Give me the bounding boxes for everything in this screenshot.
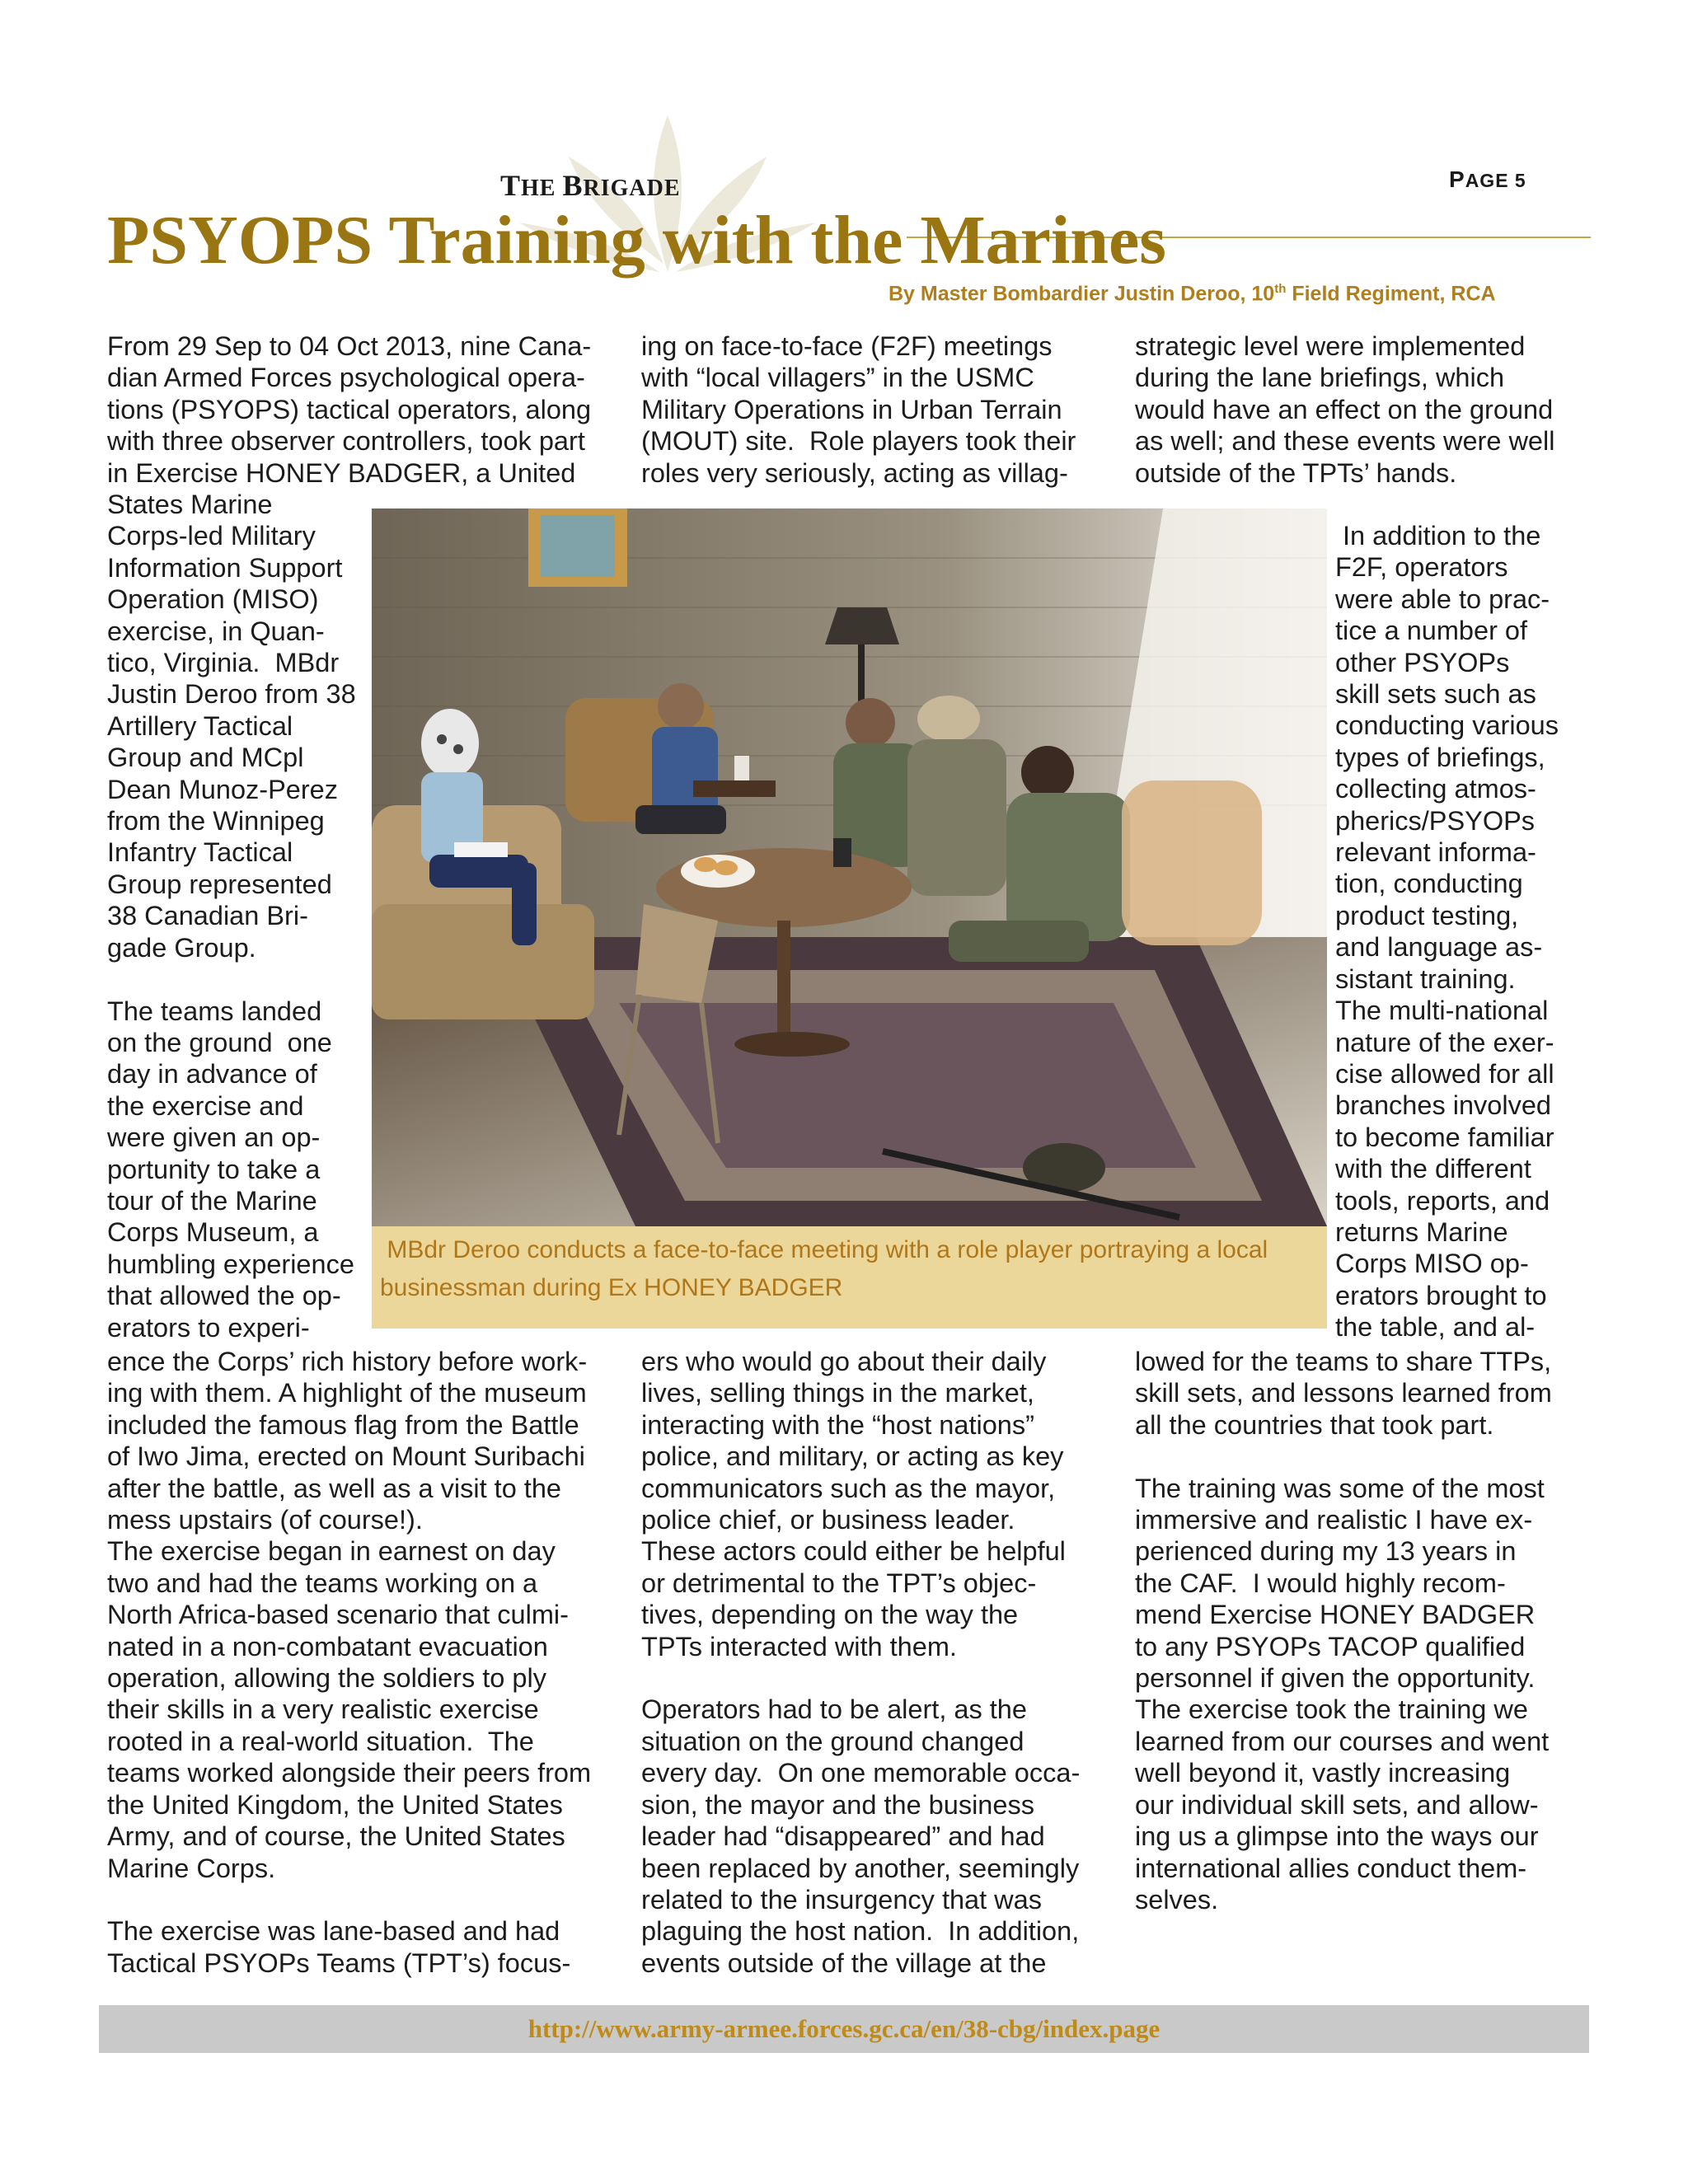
- text-line: other PSYOPs: [1335, 647, 1510, 677]
- text-line: exercise, in Quan-: [107, 616, 325, 646]
- text-line: ers who would go about their daily: [641, 1347, 1047, 1376]
- column-1-top: [107, 330, 591, 489]
- text-line: sion, the mayor and the business: [641, 1789, 1034, 1820]
- text-line: on the ground one: [107, 1027, 332, 1057]
- text-line: leader had “disappeared” and had: [641, 1821, 1045, 1852]
- text-line: Operators had to be alert, as the: [641, 1694, 1027, 1725]
- text-line: with three observer controllers, took part: [107, 426, 585, 457]
- byline-sup: th: [1274, 282, 1287, 296]
- column-1-bottom: [107, 1346, 591, 1979]
- text-line: The multi-national: [1335, 996, 1549, 1026]
- photo-caption: [380, 1231, 1268, 1307]
- text-line: immersive and realistic I have ex-: [1135, 1505, 1533, 1535]
- text-line: lowed for the teams to share TTPs,: [1135, 1347, 1552, 1376]
- text-line: skill sets such as: [1335, 679, 1536, 710]
- text-line: Tactical PSYOPs Teams (TPT’s) focus-: [107, 1947, 571, 1978]
- text-line: Group represented: [107, 869, 332, 899]
- text-line: The exercise began in earnest on day: [107, 1536, 556, 1567]
- text-line: cise allowed for all: [1335, 1058, 1554, 1089]
- text-line: Group and MCpl: [107, 743, 304, 773]
- article-photo: [372, 509, 1327, 1226]
- text-line: The exercise was lane-based and had: [107, 1916, 560, 1947]
- text-line: The teams landed: [107, 996, 322, 1026]
- text-line: The exercise took the training we: [1135, 1694, 1528, 1725]
- text-line: were able to prac-: [1335, 583, 1550, 614]
- text-line: situation on the ground changed: [641, 1726, 1025, 1756]
- text-line: in Exercise HONEY BADGER, a United: [107, 457, 576, 488]
- text-line: as well; and these events were well: [1135, 426, 1555, 457]
- text-line: collecting atmos-: [1335, 774, 1536, 804]
- text-line: skill sets, and lessons learned from: [1135, 1378, 1552, 1408]
- publication-text: RIGADE: [583, 176, 681, 201]
- text-line: teams worked alongside their peers from: [107, 1758, 592, 1788]
- text-line: Artillery Tactical: [107, 710, 293, 741]
- text-line: interacting with the “host nations”: [641, 1409, 1034, 1440]
- text-line: gade Group.: [107, 932, 256, 963]
- text-line: their skills in a very realistic exercise: [107, 1694, 539, 1725]
- text-line: related to the insurgency that was: [641, 1884, 1042, 1915]
- text-line: Corps-led Military: [107, 521, 316, 551]
- text-line: to any PSYOPs TACOP qualified: [1135, 1631, 1526, 1661]
- byline-text: By Master Bombardier Justin Deroo, 10: [889, 282, 1275, 306]
- text-line: Dean Munoz-Perez: [107, 774, 338, 804]
- text-line: Justin Deroo from 38: [107, 679, 356, 710]
- text-line: Information Support: [107, 552, 343, 583]
- text-line: nature of the exer-: [1335, 1027, 1554, 1057]
- text-line: [107, 963, 356, 995]
- text-line: Corps MISO op-: [1335, 1249, 1529, 1279]
- text-line: tour of the Marine: [107, 1185, 317, 1216]
- text-line: the CAF. I would highly recom-: [1135, 1568, 1506, 1598]
- text-line: tico, Virginia. MBdr: [107, 648, 340, 678]
- byline-text: Field Regiment, RCA: [1286, 282, 1496, 306]
- text-line: businessman during Ex HONEY BADGER: [380, 1274, 843, 1301]
- text-line: to become familiar: [1335, 1122, 1554, 1152]
- text-line: The training was some of the most: [1135, 1473, 1545, 1503]
- text-line: branches involved: [1335, 1090, 1551, 1121]
- text-line: communicators such as the mayor,: [641, 1473, 1056, 1503]
- text-line: MBdr Deroo conducts a face-to-face meeting with a role player portraying a local: [380, 1236, 1268, 1263]
- byline: [889, 282, 1496, 306]
- text-line: from the Winnipeg: [107, 806, 325, 837]
- text-line: portunity to take a: [107, 1154, 321, 1184]
- text-line: the exercise and: [107, 1090, 304, 1121]
- text-line: police chief, or business leader.: [641, 1505, 1015, 1535]
- text-line: (MOUT) site. Role players took their: [641, 426, 1076, 457]
- text-line: returns Marine: [1335, 1216, 1508, 1247]
- text-line: Corps Museum, a: [107, 1217, 319, 1248]
- text-line: tion, conducting: [1335, 869, 1523, 899]
- text-line: [1135, 1441, 1552, 1472]
- text-line: F2F, operators: [1335, 552, 1508, 583]
- text-line: ing with them. A highlight of the museum: [107, 1378, 587, 1408]
- text-line: ing on face-to-face (F2F) meetings: [641, 331, 1053, 361]
- text-line: These actors could either be helpful: [641, 1536, 1066, 1567]
- text-line: humbling experience: [107, 1249, 354, 1279]
- text-line: after the battle, as well as a visit to the: [107, 1473, 561, 1503]
- text-line: two and had the teams working on a: [107, 1568, 538, 1598]
- column-3-wrap: [1335, 520, 1559, 1343]
- text-line: TPTs interacted with them.: [641, 1631, 957, 1661]
- text-line: 38 Canadian Bri-: [107, 901, 308, 931]
- text-line: rooted in a real-world situation. The: [107, 1726, 534, 1756]
- page-number: [1449, 166, 1526, 193]
- text-line: police, and military, or acting as key: [641, 1441, 1064, 1472]
- text-line: Infantry Tactical: [107, 837, 293, 868]
- text-line: States Marine: [107, 490, 273, 519]
- text-line: relevant informa-: [1335, 837, 1536, 868]
- text-line: mess upstairs (of course!).: [107, 1505, 423, 1535]
- text-line: were given an op-: [107, 1122, 321, 1153]
- text-line: personnel if given the opportunity.: [1135, 1663, 1536, 1694]
- text-line: that allowed the op-: [107, 1281, 341, 1311]
- text-line: product testing,: [1335, 900, 1519, 930]
- text-line: learned from our courses and went: [1135, 1726, 1550, 1756]
- text-line: included the famous flag from the Battle: [107, 1409, 579, 1440]
- text-line: ence the Corps’ rich history before work-: [107, 1347, 588, 1376]
- text-line: nated in a non-combatant evacuation: [107, 1631, 548, 1661]
- text-line: with the different: [1335, 1154, 1531, 1184]
- text-line: Operation (MISO): [107, 584, 319, 615]
- text-line: conducting various: [1335, 710, 1559, 741]
- column-3-top: [1135, 330, 1554, 489]
- text-line: Army, and of course, the United States: [107, 1821, 565, 1852]
- footer-link[interactable]: http://www.army-armee.forces.gc.ca/en/38-cbg/index.page: [528, 2014, 1160, 2043]
- text-line: or detrimental to the TPT’s objec-: [641, 1568, 1037, 1598]
- column-2-top: [641, 330, 1076, 489]
- page-number-text: AGE 5: [1465, 170, 1526, 191]
- text-line: tives, depending on the way the: [641, 1600, 1019, 1630]
- text-line: ing us a glimpse into the ways our: [1135, 1821, 1539, 1852]
- text-line: of Iwo Jima, erected on Mount Suribachi: [107, 1441, 585, 1472]
- text-line: every day. On one memorable occa-: [641, 1758, 1081, 1788]
- text-line: sistant training.: [1335, 963, 1516, 994]
- text-line: international allies conduct them-: [1135, 1853, 1527, 1883]
- text-line: the United Kingdom, the United States: [107, 1789, 563, 1820]
- text-line: with “local villagers” in the USMC: [641, 363, 1034, 393]
- publication-name: [500, 168, 681, 203]
- text-line: during the lane briefings, which: [1135, 363, 1505, 393]
- text-line: [107, 1884, 591, 1915]
- publication-text: HE: [521, 176, 563, 201]
- text-line: From 29 Sep to 04 Oct 2013, nine Cana-: [107, 331, 592, 361]
- text-line: been replaced by another, seemingly: [641, 1853, 1080, 1883]
- publication-initial: T: [500, 169, 522, 202]
- text-line: day in advance of: [107, 1059, 317, 1090]
- text-line: roles very seriously, acting as villag-: [641, 457, 1068, 488]
- text-line: erators to experi-: [107, 1312, 310, 1343]
- text-line: North Africa-based scenario that culmi-: [107, 1600, 569, 1630]
- text-line: tions (PSYOPS) tactical operators, along: [107, 394, 592, 424]
- publication-initial: B: [562, 169, 584, 202]
- text-line: dian Armed Forces psychological opera-: [107, 363, 585, 393]
- text-line: would have an effect on the ground: [1135, 394, 1554, 424]
- text-line: operation, allowing the soldiers to ply: [107, 1663, 546, 1694]
- text-line: outside of the TPTs’ hands.: [1135, 457, 1457, 488]
- text-line: pherics/PSYOPs: [1335, 805, 1536, 836]
- text-line: tice a number of: [1335, 616, 1528, 646]
- text-line: the table, and al-: [1335, 1312, 1536, 1343]
- text-line: plaguing the host nation. In addition,: [641, 1916, 1080, 1947]
- text-line: strategic level were implemented: [1135, 331, 1526, 361]
- text-line: [641, 1662, 1080, 1694]
- text-line: Marine Corps.: [107, 1853, 276, 1883]
- text-line: all the countries that took part.: [1135, 1409, 1494, 1440]
- text-line: well beyond it, vastly increasing: [1135, 1758, 1511, 1788]
- text-line: types of briefings,: [1335, 742, 1545, 772]
- text-line: mend Exercise HONEY BADGER: [1135, 1600, 1536, 1630]
- text-line: perienced during my 13 years in: [1135, 1536, 1517, 1567]
- text-line: In addition to the: [1335, 521, 1541, 551]
- text-line: and language as-: [1335, 932, 1543, 963]
- text-line: events outside of the village at the: [641, 1947, 1047, 1978]
- text-line: our individual skill sets, and allow-: [1135, 1789, 1539, 1820]
- column-2-bottom: [641, 1346, 1080, 1979]
- column-3-bottom: [1135, 1346, 1552, 1915]
- text-line: erators brought to: [1335, 1280, 1547, 1310]
- article-title: PSYOPS Training with the Marines: [107, 202, 1166, 279]
- text-line: tools, reports, and: [1335, 1185, 1550, 1216]
- text-line: selves.: [1135, 1884, 1219, 1915]
- column-1-wrap: [107, 489, 356, 1343]
- text-line: Military Operations in Urban Terrain: [641, 394, 1062, 424]
- page-number-initial: P: [1449, 166, 1465, 192]
- text-line: lives, selling things in the market,: [641, 1378, 1034, 1408]
